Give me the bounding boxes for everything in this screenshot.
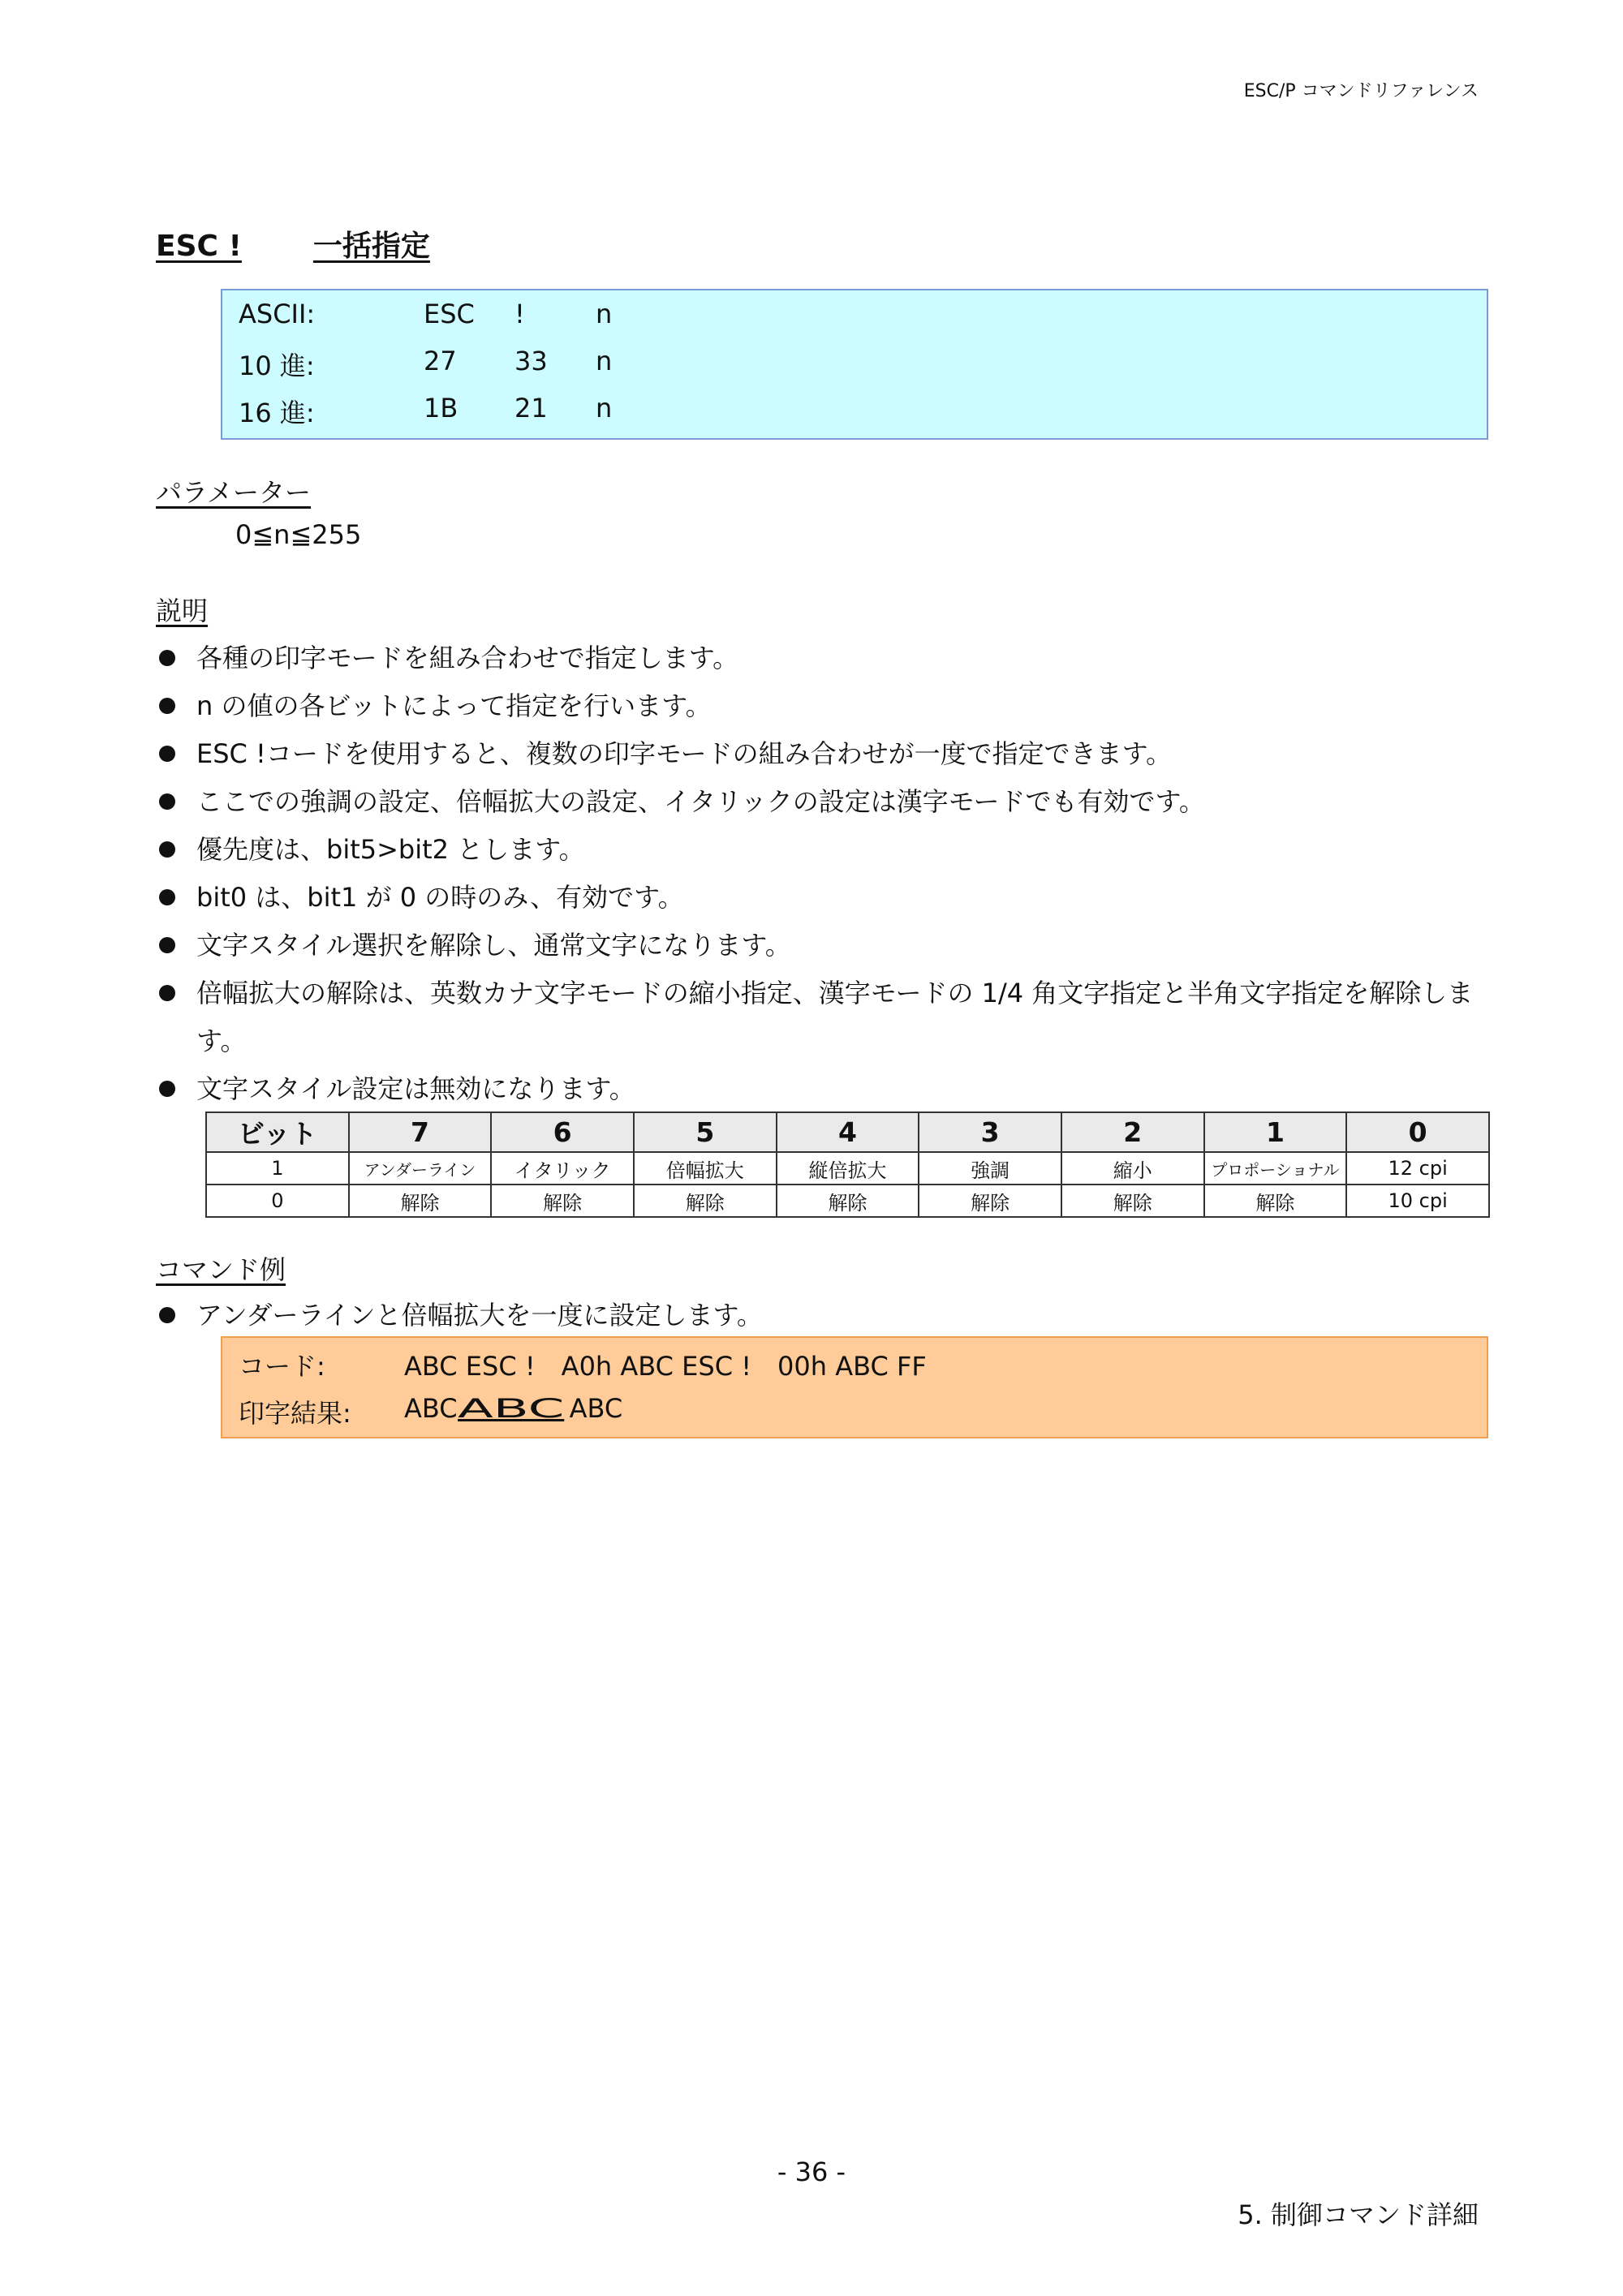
page-number: - 36 - [777,2156,846,2187]
table-header-cell: 4 [777,1112,919,1152]
code-label: 16 進: [239,398,315,428]
parameter-range: 0≦n≦255 [235,519,362,550]
table-cell: 解除 [349,1185,492,1217]
table-cell: 10 cpi [1346,1185,1489,1217]
page-header: ESC/P コマンドリファレンス [1243,81,1479,101]
parameter-heading: パラメーター [156,477,312,508]
bit-table [205,1111,1490,1218]
code-value: 33 [514,346,548,376]
list-item: ここでの強調の設定、倍幅拡大の設定、イタリックの設定は漢字モードでも有効です。 [156,778,1519,826]
list-item: 各種の印字モードを組み合わせで指定します。 [156,634,1519,682]
code-value: 27 [424,346,457,376]
table-cell: 縦倍拡大 [777,1152,919,1185]
table-header-cell: 0 [1346,1112,1489,1152]
example-result-row [239,1393,623,1430]
result-normal-text: ABC [569,1393,623,1424]
code-value: 1B [424,393,458,424]
chapter-footer: 5. 制御コマンド詳細 [1238,2199,1479,2230]
description-list [156,634,1519,1113]
code-value: n [596,299,613,329]
table-cell: 1 [206,1152,349,1185]
page-title [156,223,430,264]
table-cell: アンダーライン [349,1152,492,1185]
example-box [221,1336,1488,1438]
code-value: n [596,393,613,424]
table-cell: 解除 [1204,1185,1347,1217]
list-item: n の値の各ビットによって指定を行います。 [156,682,1519,730]
list-item: アンダーラインと倍幅拡大を一度に設定します。 [156,1292,1519,1339]
description-heading: 説明 [156,595,209,626]
title-name: 一括指定 [312,230,430,263]
table-cell: 解除 [491,1185,634,1217]
code-value: n [596,346,613,376]
table-row [206,1152,1489,1185]
list-item: 倍幅拡大の解除は、英数カナ文字モードの縮小指定、漢字モードの 1/4 角文字指定と半角文字指定を解除します。 [156,970,1519,1065]
bullet-icon [159,985,175,1001]
code-label: 10 進: [239,350,315,381]
example-code-row [239,1346,927,1383]
example-result-value [404,1393,622,1424]
list-item: 文字スタイル設定は無効になります。 [156,1065,1519,1113]
table-header-cell: 2 [1061,1112,1204,1152]
bullet-icon [159,746,175,762]
table-cell: プロポーショナル [1204,1152,1347,1185]
table-header-cell: ビット [206,1112,349,1152]
bullet-icon [159,1081,175,1097]
list-item: ESC !コードを使用すると、複数の印字モードの組み合わせが一度で指定できます。 [156,730,1519,778]
code-label: ASCII: [239,299,316,329]
example-list [156,1292,1519,1339]
bullet-icon [159,937,175,953]
result-wide-underlined-text: ABC [457,1393,564,1424]
table-cell: 倍幅拡大 [634,1152,777,1185]
table-cell: 強調 [919,1152,1061,1185]
table-cell: 解除 [634,1185,777,1217]
code-value: ! [514,299,525,329]
result-normal-text: ABC [404,1393,458,1424]
bullet-icon [159,889,175,905]
code-value: ESC [424,299,475,329]
table-header-cell: 3 [919,1112,1061,1152]
table-header-cell: 7 [349,1112,492,1152]
command-code-box [221,289,1488,440]
table-cell: 0 [206,1185,349,1217]
table-header-cell: 1 [1204,1112,1347,1152]
list-item: 文字スタイル選択を解除し、通常文字になります。 [156,922,1519,970]
table-header-cell: 6 [491,1112,634,1152]
bullet-icon [159,841,175,858]
title-command: ESC ! [156,230,242,263]
example-result-label: 印字結果: [239,1398,351,1429]
table-header-cell: 5 [634,1112,777,1152]
table-row [206,1185,1489,1217]
code-value: 21 [514,393,548,424]
bullet-icon [159,793,175,810]
table-header-row [206,1112,1489,1152]
list-item: 優先度は、bit5>bit2 とします。 [156,826,1519,874]
table-cell: 解除 [777,1185,919,1217]
example-code-value: ABC ESC ! A0h ABC ESC ! 00h ABC FF [404,1351,927,1382]
table-cell: 解除 [919,1185,1061,1217]
bullet-icon [159,1307,175,1323]
table-cell: 12 cpi [1346,1152,1489,1185]
table-cell: イタリック [491,1152,634,1185]
example-code-label: コード: [239,1351,325,1382]
list-item: bit0 は、bit1 が 0 の時のみ、有効です。 [156,874,1519,922]
table-cell: 縮小 [1061,1152,1204,1185]
table-cell: 解除 [1061,1185,1204,1217]
bullet-icon [159,650,175,666]
bullet-icon [159,698,175,714]
example-heading: コマンド例 [156,1254,286,1285]
